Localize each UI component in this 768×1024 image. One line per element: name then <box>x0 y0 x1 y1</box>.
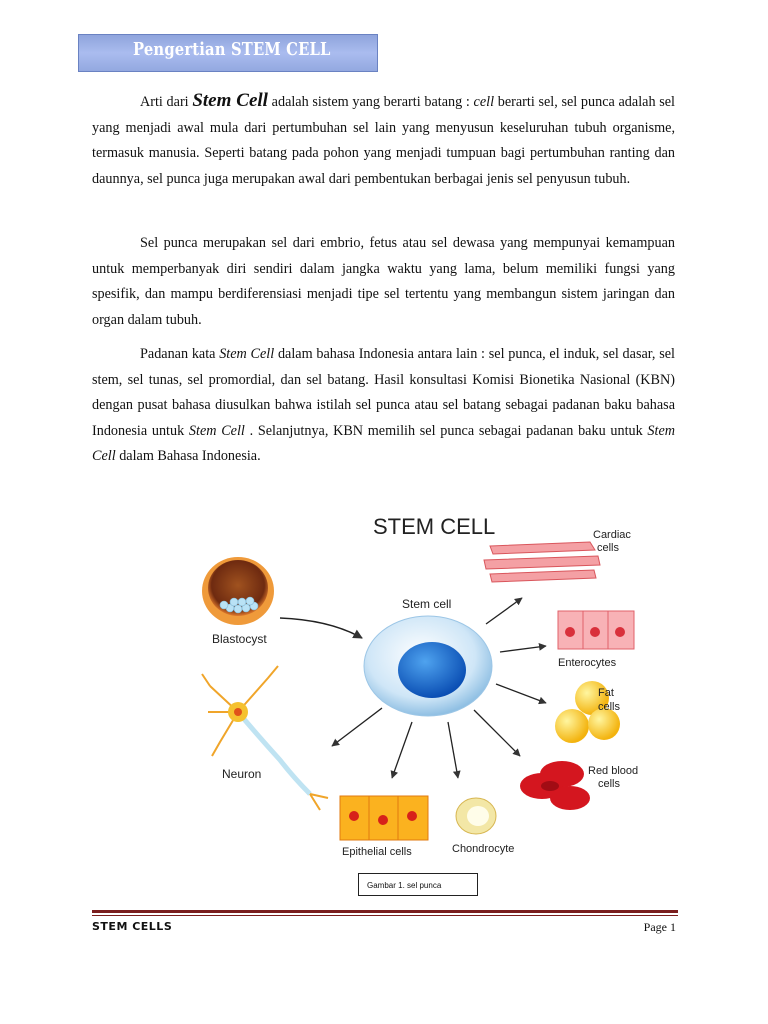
cardiac-cells-icon <box>484 542 600 582</box>
text-run: berarti sel, sel punca adalah sel yang menjadi awal mula dari pertumbuhan sel lain yang menyusun keseluruhan tubuh organisme, termasuk manusia. Seperti batang pada pohon yang menjadi tumpuan bagi pertumbuhan ranting dan daunnya, sel punca juga merupakan awal dari pembentukan berbagai jenis sel penyusun tubuh. <box>92 94 675 187</box>
enterocytes-icon <box>558 611 634 649</box>
cardiac-label-2: cells <box>597 542 620 554</box>
blastocyst-label: Blastocyst <box>212 632 267 646</box>
footer-rule <box>92 910 678 913</box>
figure-caption: Gambar 1. sel punca <box>358 873 478 896</box>
term-stem-cell: Stem Cell <box>192 90 268 111</box>
enterocytes-label: Enterocytes <box>558 657 617 669</box>
text-run: adalah sistem yang berarti batang : <box>267 94 474 110</box>
term-stem-cell: Stem Cell <box>92 422 676 464</box>
chondrocyte-label: Chondrocyte <box>452 843 515 855</box>
text-run: Sel punca merupakan sel dari embrio, fetus atau sel dewasa yang mempunyai kemampuan untuk memperbanyak diri sendiri dalam jangka waktu yang lama, belum memiliki fungsi yang spesifik, dan mampu berdiferensiasi menjadi tipe sel tertentu yang membangun sistem jaringan dan organ dalam tubuh. <box>92 235 675 328</box>
footer-rule-thin <box>92 915 678 916</box>
blastocyst-icon <box>202 557 274 625</box>
term-stem-cell: Stem Cell <box>219 346 275 362</box>
stem-cell-diagram <box>190 498 639 870</box>
rbc-label-2: cells <box>598 778 621 790</box>
section-title: Pengertian STEM CELL <box>133 39 331 60</box>
chondrocyte-icon <box>456 798 496 834</box>
red-blood-cells-icon <box>520 761 590 810</box>
rbc-label: Red blood <box>588 765 639 777</box>
text-run: Arti dari <box>140 94 193 110</box>
fat-label-2: cells <box>598 701 621 713</box>
epithelial-cells-icon <box>340 796 428 840</box>
term-stem-cell: Stem Cell <box>188 422 245 439</box>
blastocyst-arrow <box>280 618 362 638</box>
neuron-label: Neuron <box>222 767 262 781</box>
paragraph-3 <box>92 342 675 470</box>
text-run: Padanan kata <box>140 346 220 362</box>
figure-title: STEM CELL <box>373 514 496 539</box>
page-number: Page 1 <box>643 920 676 934</box>
paragraph-2 <box>92 231 675 333</box>
footer-title: STEM CELLS <box>92 920 173 933</box>
text-run: dalam Bahasa Indonesia. <box>115 448 261 464</box>
epithelial-label: Epithelial cells <box>342 846 412 858</box>
text-run: . Selanjutnya, KBN memilih sel punca sebagai padanan baku untuk <box>244 422 648 439</box>
fat-label: Fat <box>598 687 614 699</box>
text-run: dalam bahasa Indonesia antara lain : sel punca, el induk, sel dasar, sel stem, sel tunas, sel promordial, dan sel batang. Hasil konsultasi Komisi Bionetika Nasional (KBN) dengan pusat bahasa diusulkan bahwa istilah sel punca atau sel batang sebagai padanan baku bahasa Indonesia untuk <box>92 346 675 439</box>
section-title-box <box>78 34 378 72</box>
paragraph-1 <box>92 88 675 192</box>
center-cell-label: Stem cell <box>402 597 452 611</box>
stem-cell-icon <box>364 616 492 716</box>
term-cell: cell <box>473 94 495 110</box>
neuron-icon <box>202 666 328 810</box>
cardiac-label: Cardiac <box>593 529 631 541</box>
neuron-nucleus <box>234 708 242 716</box>
